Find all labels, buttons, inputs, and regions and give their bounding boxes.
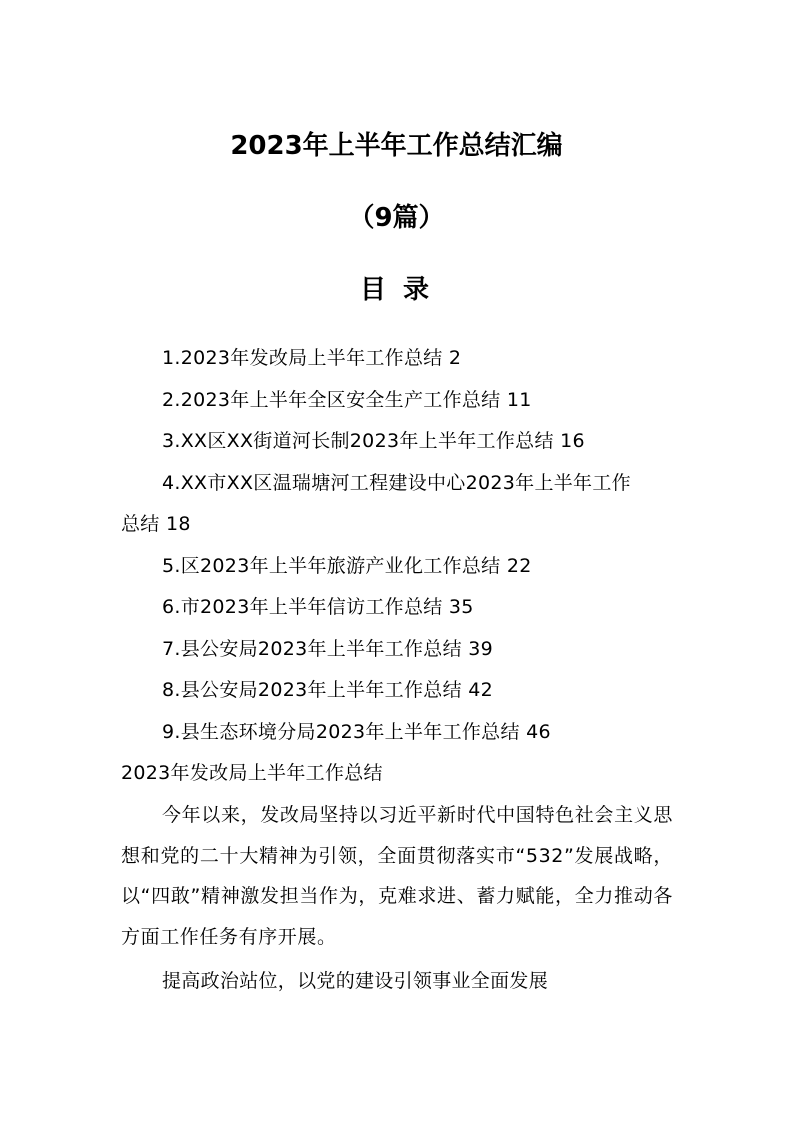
toc-item[interactable]: 5.区2023年上半年旅游产业化工作总结 22 [162, 555, 532, 577]
toc-heading: 目 录 [359, 275, 434, 305]
document-subtitle: （9篇） [348, 203, 445, 233]
document-title: 2023年上半年工作总结汇编 [230, 131, 563, 161]
toc-item[interactable]: 8.县公安局2023年上半年工作总结 42 [162, 679, 493, 701]
toc-item[interactable]: 3.XX区XX街道河长制2023年上半年工作总结 16 [162, 430, 585, 452]
toc-item[interactable]: 1.2023年发改局上半年工作总结 2 [162, 347, 462, 369]
toc-item[interactable]: 7.县公安局2023年上半年工作总结 39 [162, 638, 493, 660]
toc-item[interactable]: 4.XX市XX区温瑞塘河工程建设中心2023年上半年工作 [162, 472, 631, 494]
toc-item[interactable]: 9.县生态环境分局2023年上半年工作总结 46 [162, 721, 551, 743]
section-title: 2023年发改局上半年工作总结 [121, 762, 383, 784]
toc-item-continuation[interactable]: 总结 18 [121, 513, 191, 535]
body-paragraph: 今年以来，发改局坚持以习近平新时代中国特色社会主义思想和党的二十大精神为引领，全面贯彻落实市“532”发展战略，以“四敢”精神激发担当作为，克难求进、蓄力赋能，全力推动各方面工作任务有序开展。 [121, 804, 673, 948]
section-subheading: 提高政治站位，以党的建设引领事业全面发展 [162, 970, 549, 992]
toc-item[interactable]: 2.2023年上半年全区安全生产工作总结 11 [162, 389, 532, 411]
toc-item[interactable]: 6.市2023年上半年信访工作总结 35 [162, 596, 474, 618]
